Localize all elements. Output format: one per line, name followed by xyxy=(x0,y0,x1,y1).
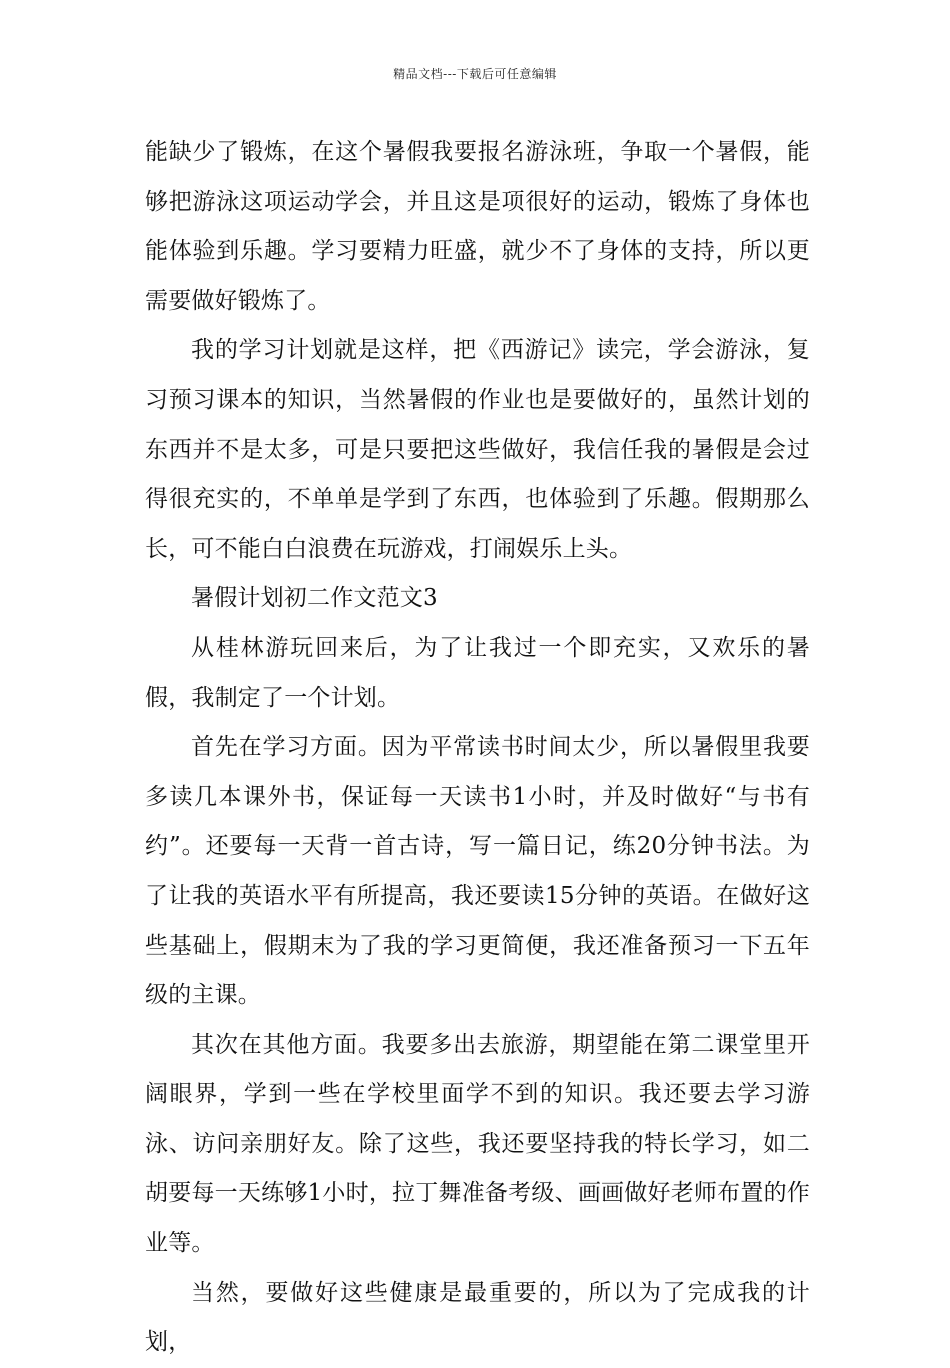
paragraph-intro: 从桂林游玩回来后，为了让我过一个即充实，又欢乐的暑假，我制定了一个计划。 xyxy=(145,634,810,711)
paragraph-study-plan: 我的学习计划就是这样，把《西游记》读完，学会游泳，复习预习课本的知识，当然暑假的作业也是要做好的，虽然计划的东西并不是太多，可是只要把这些做好，我信任我的暑假是会过得很充实的，不单单是学到了东西，也体验到了乐趣。假期那么长，可不能白白浪费在玩游戏，打闹娱乐上头。 xyxy=(145,337,810,562)
document-body xyxy=(145,128,810,1368)
section-heading: 暑假计划初二作文范文3 xyxy=(191,585,438,612)
paragraph-other-section: 其次在其他方面。我要多出去旅游，期望能在第二课堂里开阔眼界，学到一些在学校里面学不到的知识。我还要去学习游泳、访问亲朋好友。除了这些，我还要坚持我的特长学习，如二胡要每一天练够1小时，拉丁舞准备考级、画画做好老师布置的作业等。 xyxy=(145,1031,810,1257)
paragraph-study-section: 首先在学习方面。因为平常读书时间太少，所以暑假里我要多读几本课外书，保证每一天读书1小时，并及时做好“与书有约”。还要每一天背一首古诗，写一篇日记，练20分钟书法。为了让我的英语水平有所提高，我还要读15分钟的英语。在做好这些基础上，假期末为了我的学习更简便，我还准备预习一下五年级的主课。 xyxy=(145,734,810,1009)
page-header: 精品文档---下载后可任意编辑 xyxy=(393,67,557,81)
paragraph-health: 当然，要做好这些健康是最重要的，所以为了完成我的计划， xyxy=(145,1279,810,1356)
paragraph-continuation: 能缺少了锻炼，在这个暑假我要报名游泳班，争取一个暑假，能够把游泳这项运动学会，并且这是项很好的运动，锻炼了身体也能体验到乐趣。学习要精力旺盛，就少不了身体的支持，所以更需要做好锻炼了。 xyxy=(145,139,810,314)
